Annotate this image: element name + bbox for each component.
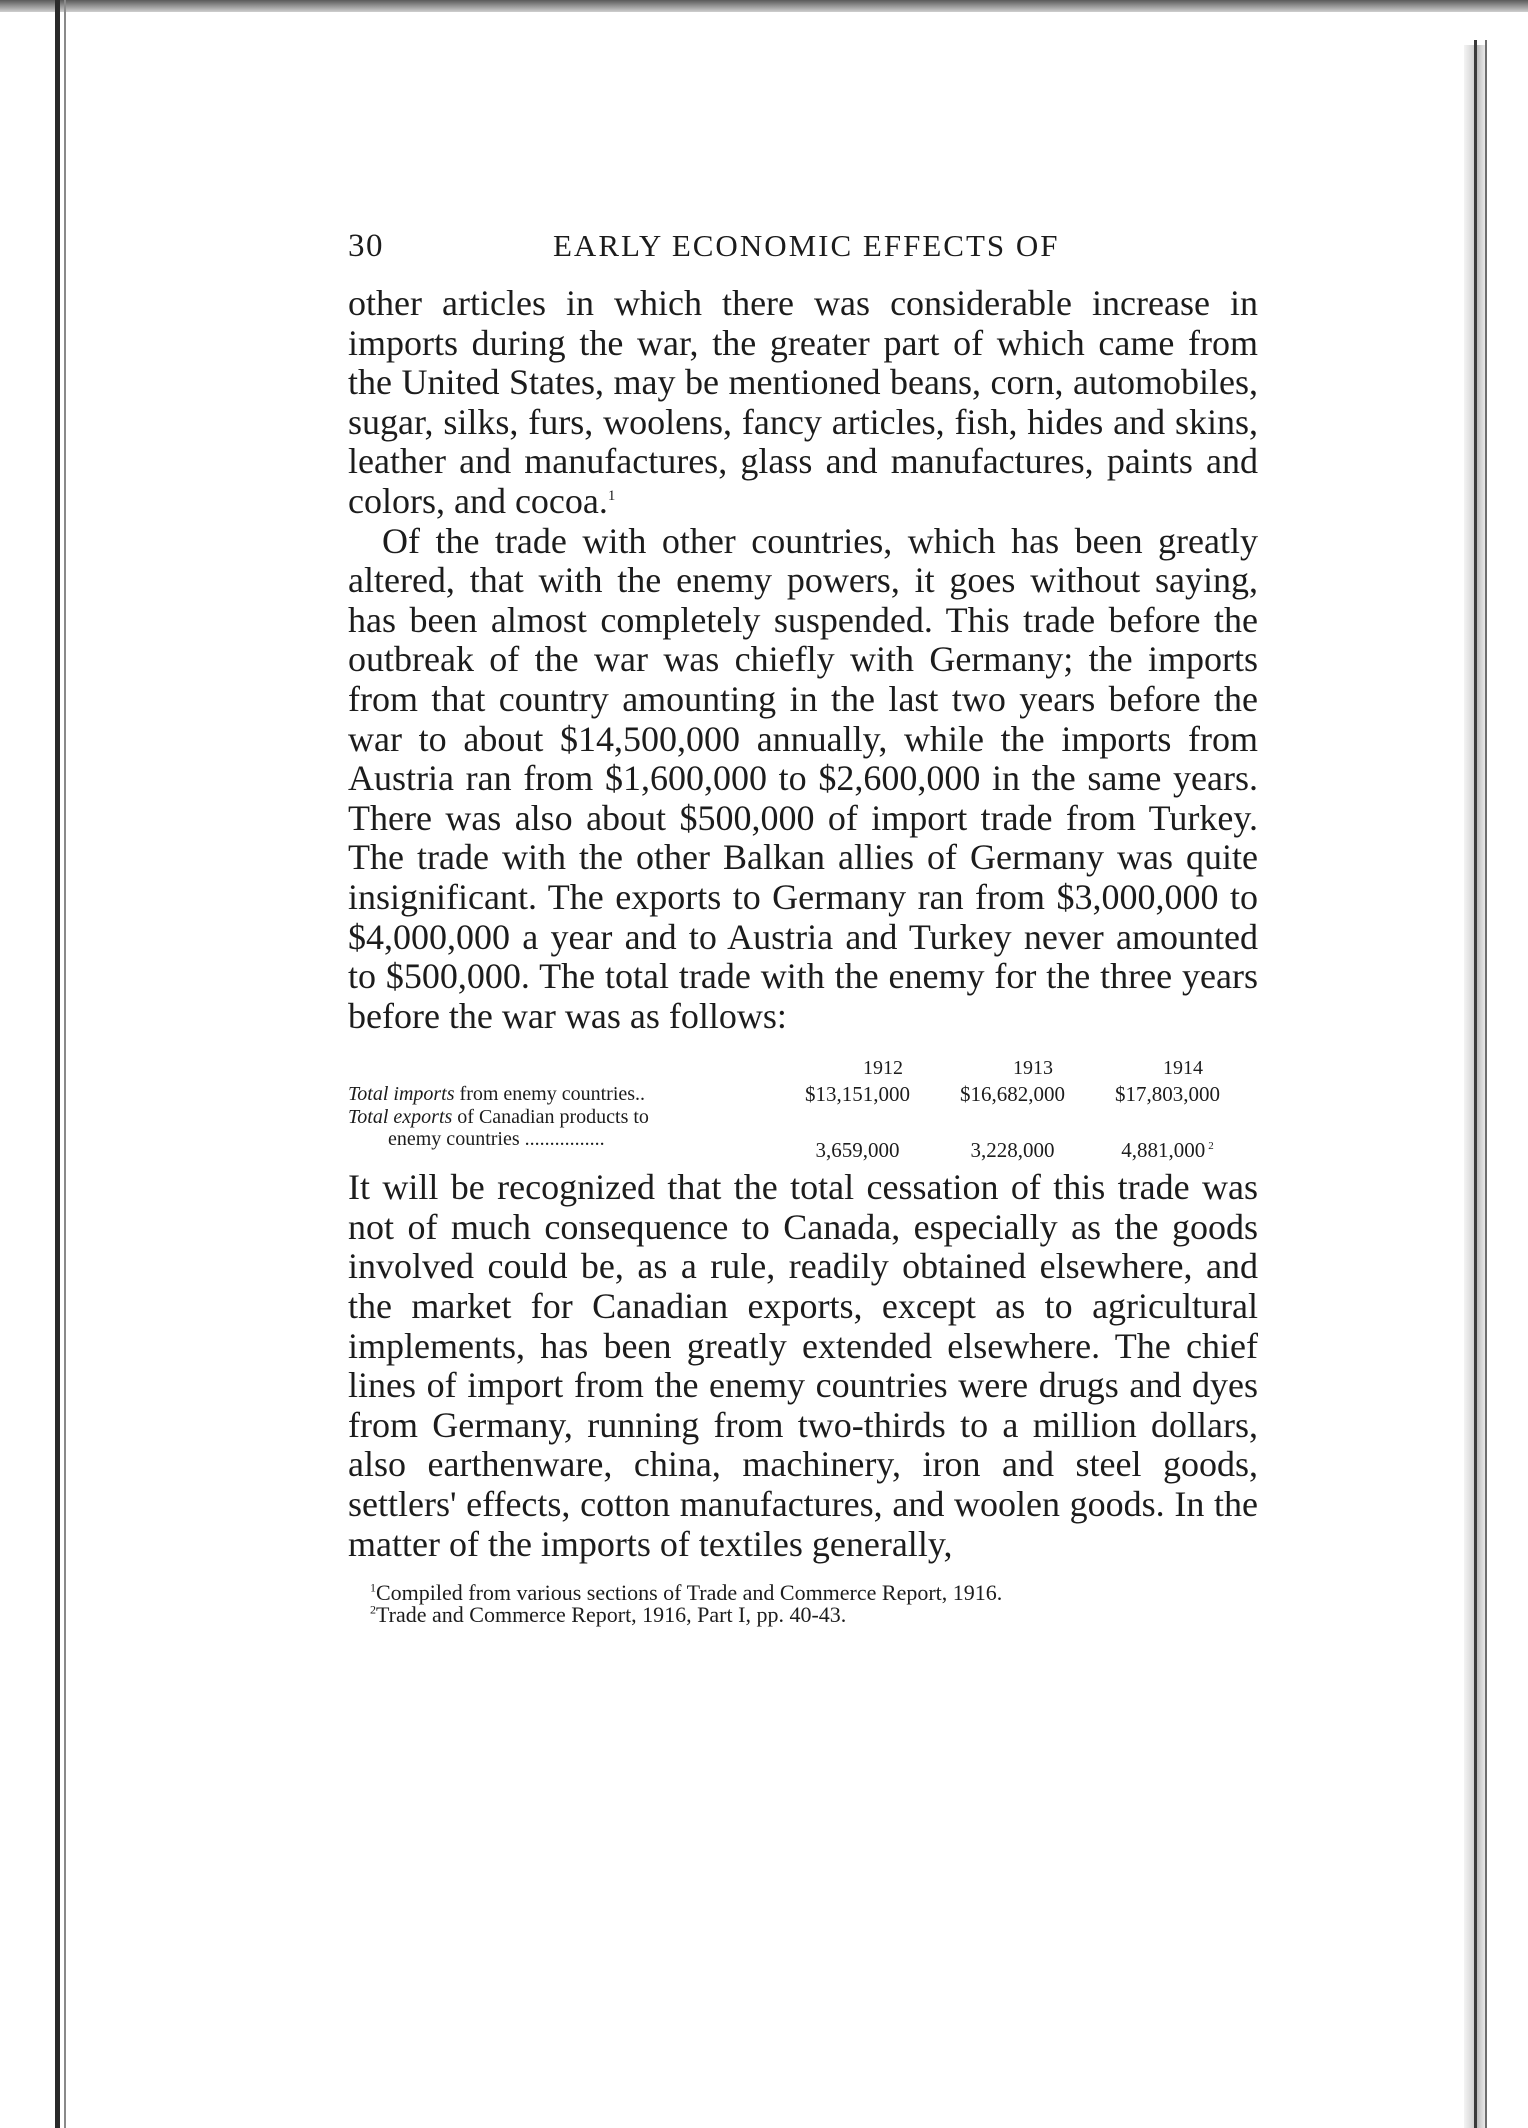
imports-1913: $16,682,000 [960,1082,1065,1107]
year-col-1912: 1912 [863,1057,903,1080]
scan-right-edge-line-2 [1485,40,1487,2128]
table-header-years [348,1056,1258,1080]
scan-right-edge-line [1474,40,1477,2128]
paragraph-3: It will be recognized that the total cessation of this trade was not of much consequence to Canada, especially as the goods involved could be, as a rule, readily obtained elsewhere, and the market for Canadian exports, except as to agricultural implements, has been greatly extended elsewhere. The chief lines of import from the enemy countries were drugs and dyes from Germany, running from two-thirds to a million dollars, also earthenware, china, machinery, iron and steel goods, settlers' effects, cotton manufactures, and woolen goods. In the matter of the imports of textiles generally, [348,1167,1258,1564]
exports-1914: 4,881,000 $^2$ [1121,1138,1214,1163]
footnotes [348,1582,1258,1626]
running-head [348,228,1258,284]
page-number: 30 [348,228,384,264]
footnote-ref-2: 2 [1208,1140,1214,1153]
row-label-imports: Total imports from enemy countries.. [348,1083,646,1106]
paragraph-1: other articles in which there was considerable increase in imports during the war, the greater part of which came from the United States, may be mentioned beans, corn, automobiles, sugar, silks, furs, woolens, fancy articles, fish, hides and skins, leather and manufactures, glass and manufactures, paints and colors, and cocoa.$^1$ [348,283,1258,521]
book-page [348,228,1258,1626]
imports-1914: $17,803,000 [1115,1082,1220,1107]
body-text [348,284,1258,1564]
scan-left-edge [55,0,60,2128]
scan-top-edge [0,0,1528,12]
table-row-imports [348,1082,1258,1106]
footnote-2: $^2$Trade and Commerce Report, 1916, Part I, pp. 40-43. [370,1602,847,1628]
footnote-ref-1: 1 [607,487,616,504]
year-col-1913: 1913 [1013,1057,1053,1080]
running-title: EARLY ECONOMIC EFFECTS OF [553,228,1060,263]
exports-1912: 3,659,000 [815,1138,900,1163]
scan-left-edge-line [64,0,66,2128]
row-label-exports: Total exports of Canadian products to enemy countries ................ [348,1106,649,1151]
paragraph-2: Of the trade with other countries, which has been greatly altered, that with the enemy powers, it goes without saying, has been almost completely suspended. This trade before the outbreak of the war was chiefly with Germany; the imports from that country amounting in the last two years before the war to about $14,500,000 annually, while the imports from Austria ran from $1,600,000 to $2,600,000 in the same years. There was also about $500,000 of import trade from Turkey. The trade with the other Balkan allies of Germany was quite insignificant. The exports to Germany ran from $3,000,000 to $4,000,000 a year and to Austria and Turkey never amounted to $500,000. The total trade with the enemy for the three years before the war was as follows: [348,520,1258,1036]
enemy-trade-table [348,1056,1258,1163]
exports-1913: 3,228,000 [970,1138,1055,1163]
year-col-1914: 1914 [1163,1057,1203,1080]
table-row-exports [348,1106,1258,1163]
imports-1912: $13,151,000 [805,1082,910,1107]
footnote-1: $^1$Compiled from various sections of Trade and Commerce Report, 1916. [370,1580,1003,1606]
